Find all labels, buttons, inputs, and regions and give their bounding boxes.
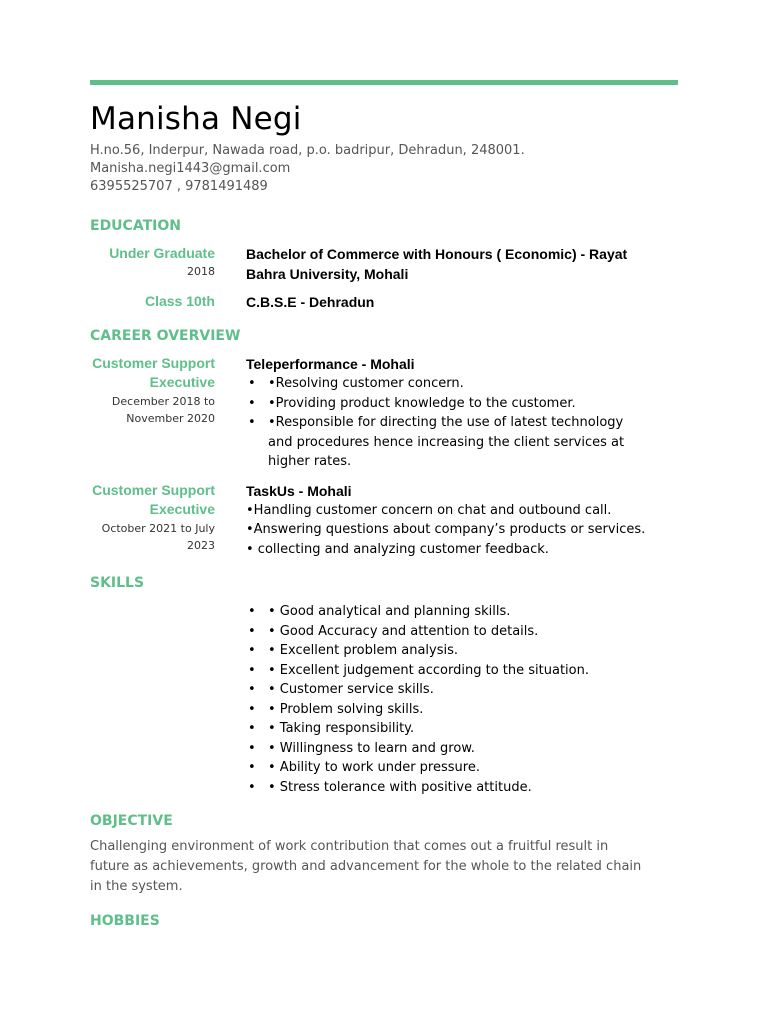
- list-item: • • Customer service skills.: [246, 680, 646, 700]
- education-heading: EDUCATION: [90, 218, 181, 234]
- phone: 6395525707 , 9781491489: [90, 179, 268, 194]
- list-item: • • Taking responsibility.: [246, 719, 646, 739]
- job-company: Teleperformance - Mohali: [246, 356, 415, 372]
- skills-row: [90, 602, 678, 797]
- list-item: • •Providing product knowledge to the customer.: [246, 394, 646, 414]
- list-item: • •Resolving customer concern.: [246, 374, 646, 394]
- education-year: 2018: [187, 265, 215, 278]
- list-item: • • Good Accuracy and attention to details.: [246, 622, 646, 642]
- job-right: [246, 481, 646, 560]
- job-company: TaskUs - Mohali: [246, 482, 352, 499]
- job-line: • collecting and analyzing customer feedback.: [246, 541, 549, 557]
- list-item: • • Excellent problem analysis.: [246, 641, 646, 661]
- list-item: • • Ability to work under pressure.: [246, 758, 646, 778]
- list-item: • • Excellent judgement according to the situation.: [246, 661, 646, 681]
- education-level: Class 10th: [144, 293, 215, 309]
- candidate-name: Manisha Negi: [90, 101, 302, 137]
- resume-page: [90, 80, 678, 929]
- job-entry: [90, 481, 678, 560]
- job-role: Customer Support Executive: [92, 481, 215, 517]
- objective-heading: OBJECTIVE: [90, 813, 173, 829]
- job-dates: October 2021 to July 2023: [101, 521, 215, 552]
- job-left: [90, 481, 215, 560]
- list-item: • • Willingness to learn and grow.: [246, 739, 646, 759]
- education-entry: [90, 244, 678, 284]
- job-dates: December 2018 to November 2020: [111, 395, 215, 425]
- job-line: •Handling customer concern on chat and outbound call.: [246, 502, 612, 518]
- career-heading: CAREER OVERVIEW: [90, 328, 241, 344]
- education-detail: Bachelor of Commerce with Honours ( Economic) - Rayat Bahra University, Mohali: [246, 246, 628, 282]
- address: H.no.56, Inderpur, Nawada road, p.o. badripur, Dehradun, 248001.: [90, 143, 525, 158]
- list-item: • • Stress tolerance with positive attitude.: [246, 778, 646, 798]
- skills-right: [246, 602, 646, 797]
- list-item: • • Problem solving skills.: [246, 700, 646, 720]
- email: Manisha.negi1443@gmail.com: [90, 161, 291, 176]
- job-entry: [90, 354, 678, 472]
- education-level: Under Graduate: [109, 245, 215, 261]
- top-accent-rule: [90, 80, 678, 85]
- job-points: [246, 374, 646, 472]
- education-left: [90, 292, 215, 312]
- hobbies-heading: HOBBIES: [90, 913, 160, 929]
- education-right: [246, 292, 646, 312]
- list-item: • • Good analytical and planning skills.: [246, 602, 646, 622]
- list-item: • •Responsible for directing the use of latest technology and procedures hence increasing the client services at higher rates.: [246, 413, 646, 472]
- job-right: [246, 354, 646, 472]
- education-detail: C.B.S.E - Dehradun: [246, 294, 375, 310]
- objective-text: Challenging environment of work contribution that comes out a fruitful result in future as achievements, growth and advancement for the whole to the related chain in the system.: [90, 839, 642, 894]
- skills-heading: SKILLS: [90, 575, 145, 591]
- education-entry: [90, 292, 678, 312]
- job-role: Customer Support Executive: [92, 355, 215, 390]
- skills-list: [246, 602, 646, 797]
- education-right: [246, 244, 646, 284]
- contact-block: [90, 142, 678, 196]
- job-line: •Answering questions about company’s products or services.: [246, 522, 646, 537]
- education-left: [90, 244, 215, 284]
- skills-left-spacer: [90, 602, 215, 797]
- job-left: [90, 354, 215, 472]
